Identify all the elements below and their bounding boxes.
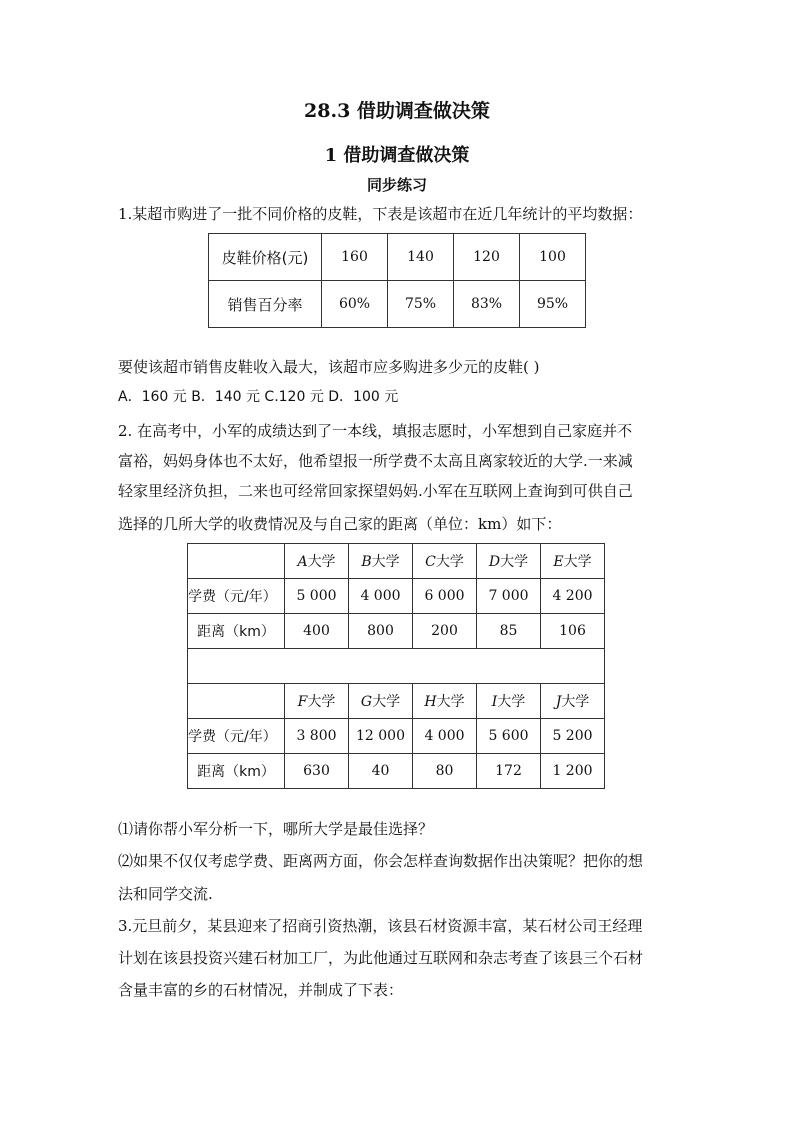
table-cell: F大学 — [285, 684, 349, 719]
table-cell: 83% — [454, 281, 520, 328]
q1-question: 要使该超市销售皮鞋收入最大，该超市应多购进多少元的皮鞋( ) — [118, 358, 540, 376]
q1-intro: 1.某超市购进了一批不同价格的皮鞋，下表是该超市在近几年统计的平均数据： — [118, 205, 643, 223]
q3-line-3: 含量丰富的乡的石材情况，并制成了下表： — [118, 981, 404, 999]
table-cell: 140 — [388, 234, 454, 281]
q2-subquestion-2-line-1: ⑵如果不仅仅考虑学费、距离两方面，你会怎样查询数据作出决策呢？把你的想 — [118, 852, 644, 870]
table-cell: 60% — [322, 281, 388, 328]
table-cell — [188, 649, 605, 684]
table-cell: 630 — [285, 754, 349, 789]
table-cell: 销售百分率 — [209, 281, 322, 328]
table-cell: 100 — [520, 234, 586, 281]
table-cell: 6 000 — [413, 579, 477, 614]
table-cell: C大学 — [413, 544, 477, 579]
table-cell: 75% — [388, 281, 454, 328]
table-cell: 172 — [477, 754, 541, 789]
table-cell: A大学 — [285, 544, 349, 579]
table-cell: B大学 — [349, 544, 413, 579]
table-cell: 40 — [349, 754, 413, 789]
table-row — [188, 579, 605, 614]
table-row — [188, 544, 605, 579]
q2-line-3: 轻家里经济负担，二来也可经常回家探望妈妈.小军在互联网上查询到可供自己 — [118, 482, 633, 500]
table-cell: 5 600 — [477, 719, 541, 754]
table-row — [188, 754, 605, 789]
table-cell: 4 200 — [541, 579, 605, 614]
lesson-title: 1 借助调查做决策 — [324, 145, 470, 166]
shoe-price-table — [208, 233, 586, 328]
table-row — [188, 614, 605, 649]
table-cell: 3 800 — [285, 719, 349, 754]
table-cell: 学费（元/年） — [188, 579, 285, 614]
table-cell — [188, 544, 285, 579]
table-row — [188, 719, 605, 754]
table-cell: H大学 — [413, 684, 477, 719]
table-cell: 106 — [541, 614, 605, 649]
table-cell: 120 — [454, 234, 520, 281]
table-cell: 160 — [322, 234, 388, 281]
table-cell: 1 200 — [541, 754, 605, 789]
q2-subquestion-2-line-2: 法和同学交流. — [118, 885, 213, 903]
table-cell: 80 — [413, 754, 477, 789]
table-cell: 5 200 — [541, 719, 605, 754]
q3-line-2: 计划在该县投资兴建石材加工厂，为此他通过互联网和杂志考查了该县三个石材 — [118, 949, 644, 967]
table-cell: D大学 — [477, 544, 541, 579]
table-cell: G大学 — [349, 684, 413, 719]
q2-line-1: 2. 在高考中，小军的成绩达到了一本线，填报志愿时，小军想到自己家庭并不 — [118, 422, 633, 440]
table-cell: 距离（km） — [188, 614, 285, 649]
q1-options: A．160 元 B．140 元 C.120 元 D．100 元 — [118, 389, 399, 405]
table-row — [188, 649, 605, 684]
table-cell: 距离（km） — [188, 754, 285, 789]
table-cell: 800 — [349, 614, 413, 649]
q3-line-1: 3.元旦前夕，某县迎来了招商引资热潮，该县石材资源丰富，某石材公司王经理 — [118, 917, 643, 935]
university-table — [187, 543, 605, 789]
q2-line-4: 选择的几所大学的收费情况及与自己家的距离（单位：km）如下： — [118, 515, 562, 533]
q2-subquestion-1: ⑴请你帮小军分析一下，哪所大学是最佳选择？ — [118, 820, 434, 838]
table-cell: E大学 — [541, 544, 605, 579]
table-cell: 7 000 — [477, 579, 541, 614]
table-cell: 皮鞋价格(元) — [209, 234, 322, 281]
table-row — [209, 234, 586, 281]
page-title: 28.3 借助调查做决策 — [304, 100, 490, 122]
table-cell: 4 000 — [413, 719, 477, 754]
q2-line-2: 富裕，妈妈身体也不太好，他希望报一所学费不太高且离家较近的大学.一来减 — [118, 452, 633, 470]
section-title: 同步练习 — [366, 176, 427, 194]
table-row — [209, 281, 586, 328]
table-cell — [188, 684, 285, 719]
table-cell: 400 — [285, 614, 349, 649]
table-cell: 200 — [413, 614, 477, 649]
table-cell: 95% — [520, 281, 586, 328]
table-row — [188, 684, 605, 719]
table-cell: 学费（元/年） — [188, 719, 285, 754]
table-cell: J大学 — [541, 684, 605, 719]
table-cell: I大学 — [477, 684, 541, 719]
table-cell: 4 000 — [349, 579, 413, 614]
table-cell: 12 000 — [349, 719, 413, 754]
table-cell: 85 — [477, 614, 541, 649]
table-cell: 5 000 — [285, 579, 349, 614]
